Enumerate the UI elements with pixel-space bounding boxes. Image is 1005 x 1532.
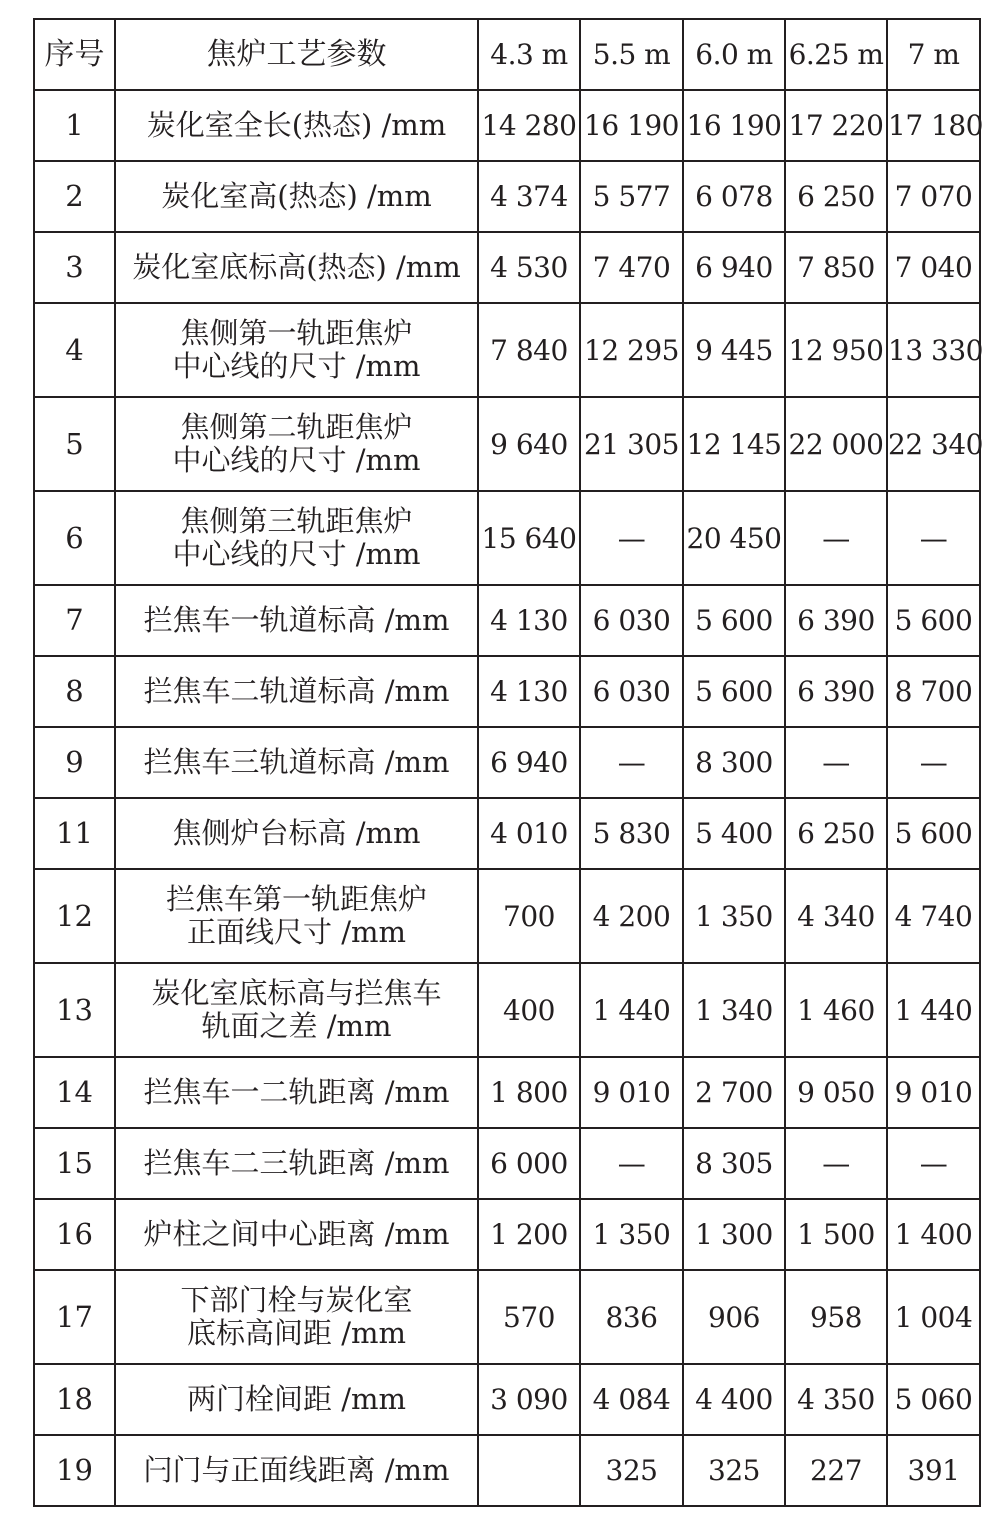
row-value: 400 <box>478 963 580 1057</box>
row-value: 5 400 <box>683 798 785 869</box>
row-seq: 18 <box>34 1364 115 1435</box>
row-param <box>115 1364 478 1435</box>
row-value: 5 830 <box>580 798 683 869</box>
row-param-line: 焦侧第三轨距焦炉 <box>180 504 413 538</box>
row-param <box>115 232 478 303</box>
row-param <box>115 491 478 585</box>
row-param <box>115 656 478 727</box>
row-seq: 4 <box>34 303 115 397</box>
row-value: 325 <box>580 1435 683 1506</box>
row-value: 4 374 <box>478 161 580 232</box>
row-param <box>115 727 478 798</box>
row-value: — <box>580 491 683 585</box>
row-param-line: 中心线的尺寸 /mm <box>172 443 421 477</box>
row-value: 9 445 <box>683 303 785 397</box>
row-seq: 14 <box>34 1057 115 1128</box>
row-value: 12 950 <box>785 303 887 397</box>
row-param-line: 拦焦车三轨道标高 /mm <box>143 745 450 779</box>
row-seq: 8 <box>34 656 115 727</box>
row-value: 22 340 <box>887 397 980 491</box>
table-row <box>34 1199 980 1270</box>
table-row <box>34 963 980 1057</box>
row-seq: 15 <box>34 1128 115 1199</box>
row-param-line: 炭化室底标高与拦焦车 <box>151 976 442 1010</box>
row-value: 8 300 <box>683 727 785 798</box>
row-value: 5 577 <box>580 161 683 232</box>
row-param-line: 下部门栓与炭化室 <box>180 1283 413 1317</box>
row-param-line: 拦焦车一轨道标高 /mm <box>143 603 450 637</box>
row-value: 13 330 <box>887 303 980 397</box>
row-value: 16 190 <box>683 90 785 161</box>
row-value: — <box>785 491 887 585</box>
header-param: 焦炉工艺参数 <box>115 19 478 90</box>
row-param <box>115 1199 478 1270</box>
row-value: 7 850 <box>785 232 887 303</box>
row-seq: 9 <box>34 727 115 798</box>
row-value: 1 300 <box>683 1199 785 1270</box>
row-param-line: 拦焦车一二轨距离 /mm <box>143 1075 450 1109</box>
header-col-5-5m: 5.5 m <box>580 19 683 90</box>
row-value: 6 000 <box>478 1128 580 1199</box>
table-row <box>34 1128 980 1199</box>
row-value: 227 <box>785 1435 887 1506</box>
row-value: 1 500 <box>785 1199 887 1270</box>
row-value: 7 840 <box>478 303 580 397</box>
row-value <box>478 1435 580 1506</box>
row-param-line: 中心线的尺寸 /mm <box>172 537 421 571</box>
row-param <box>115 1435 478 1506</box>
row-value: 22 000 <box>785 397 887 491</box>
header-col-4-3m: 4.3 m <box>478 19 580 90</box>
row-value: 4 200 <box>580 869 683 963</box>
header-col-6-25m: 6.25 m <box>785 19 887 90</box>
row-value: 12 295 <box>580 303 683 397</box>
table-row <box>34 727 980 798</box>
row-value: 1 340 <box>683 963 785 1057</box>
row-value: 5 600 <box>887 798 980 869</box>
row-value: 5 600 <box>683 656 785 727</box>
table-row <box>34 232 980 303</box>
row-value: 6 030 <box>580 585 683 656</box>
row-value: 7 470 <box>580 232 683 303</box>
row-value: 5 600 <box>887 585 980 656</box>
row-param <box>115 161 478 232</box>
table-row <box>34 1364 980 1435</box>
row-value: 700 <box>478 869 580 963</box>
row-param-line: 焦侧炉台标高 /mm <box>172 816 421 850</box>
table-row <box>34 161 980 232</box>
row-value: 4 530 <box>478 232 580 303</box>
row-value: — <box>887 1128 980 1199</box>
row-value: 570 <box>478 1270 580 1364</box>
row-value: 6 250 <box>785 161 887 232</box>
row-seq: 5 <box>34 397 115 491</box>
row-value: 5 060 <box>887 1364 980 1435</box>
row-param-line: 拦焦车二轨道标高 /mm <box>143 674 450 708</box>
row-value: 1 440 <box>580 963 683 1057</box>
row-value: 9 010 <box>580 1057 683 1128</box>
row-param-line: 轨面之差 /mm <box>201 1009 392 1043</box>
table-row <box>34 90 980 161</box>
row-value: 325 <box>683 1435 785 1506</box>
row-seq: 11 <box>34 798 115 869</box>
row-value: 1 200 <box>478 1199 580 1270</box>
row-value: 836 <box>580 1270 683 1364</box>
row-value: 958 <box>785 1270 887 1364</box>
row-param-line: 中心线的尺寸 /mm <box>172 349 421 383</box>
row-value: 4 130 <box>478 585 580 656</box>
row-value: 1 350 <box>683 869 785 963</box>
row-value: 1 004 <box>887 1270 980 1364</box>
row-value: 12 145 <box>683 397 785 491</box>
row-value: 6 250 <box>785 798 887 869</box>
row-value: 391 <box>887 1435 980 1506</box>
row-value: 6 078 <box>683 161 785 232</box>
row-value: 6 940 <box>683 232 785 303</box>
table-row <box>34 656 980 727</box>
row-value: 7 040 <box>887 232 980 303</box>
table-row <box>34 1057 980 1128</box>
row-seq: 1 <box>34 90 115 161</box>
row-value: 6 030 <box>580 656 683 727</box>
row-seq: 3 <box>34 232 115 303</box>
row-value: 1 460 <box>785 963 887 1057</box>
row-param <box>115 585 478 656</box>
row-seq: 12 <box>34 869 115 963</box>
row-param-line: 拦焦车第一轨距焦炉 <box>165 882 427 916</box>
table-row <box>34 1270 980 1364</box>
row-value: 15 640 <box>478 491 580 585</box>
row-value: 6 390 <box>785 585 887 656</box>
row-value: 6 390 <box>785 656 887 727</box>
row-seq: 2 <box>34 161 115 232</box>
row-param-line: 炭化室全长(热态) /mm <box>146 108 447 142</box>
row-seq: 17 <box>34 1270 115 1364</box>
row-param <box>115 303 478 397</box>
row-value: 16 190 <box>580 90 683 161</box>
row-value: 4 084 <box>580 1364 683 1435</box>
row-param <box>115 1270 478 1364</box>
row-param-line: 闩门与正面线距离 /mm <box>143 1453 450 1487</box>
row-param-line: 炭化室底标高(热态) /mm <box>132 250 461 284</box>
row-seq: 16 <box>34 1199 115 1270</box>
row-param-line: 拦焦车二三轨距离 /mm <box>143 1146 450 1180</box>
row-value: 906 <box>683 1270 785 1364</box>
row-value: 9 010 <box>887 1057 980 1128</box>
row-value: — <box>887 491 980 585</box>
header-seq: 序号 <box>34 19 115 90</box>
row-param-line: 炉柱之间中心距离 /mm <box>143 1217 450 1251</box>
table-body <box>34 90 983 1506</box>
row-value: 17 220 <box>785 90 887 161</box>
row-value: 20 450 <box>683 491 785 585</box>
header-row <box>34 19 980 90</box>
row-value: 17 180 <box>887 90 980 161</box>
coke-oven-parameters-table <box>33 18 981 1507</box>
row-param <box>115 963 478 1057</box>
header-col-7m: 7 m <box>887 19 980 90</box>
row-param-line: 炭化室高(热态) /mm <box>161 179 432 213</box>
row-value: 2 700 <box>683 1057 785 1128</box>
row-param <box>115 1057 478 1128</box>
row-value: 8 700 <box>887 656 980 727</box>
row-seq: 13 <box>34 963 115 1057</box>
row-value: — <box>887 727 980 798</box>
row-value: 1 440 <box>887 963 980 1057</box>
row-value: 4 340 <box>785 869 887 963</box>
row-param <box>115 869 478 963</box>
table-row <box>34 798 980 869</box>
row-param <box>115 397 478 491</box>
table-row <box>34 585 980 656</box>
row-param <box>115 798 478 869</box>
row-value: 9 640 <box>478 397 580 491</box>
row-value: 1 800 <box>478 1057 580 1128</box>
table-row <box>34 491 980 585</box>
row-value: 8 305 <box>683 1128 785 1199</box>
row-param-line: 两门栓间距 /mm <box>187 1382 406 1416</box>
row-param <box>115 1128 478 1199</box>
row-value: 5 600 <box>683 585 785 656</box>
table-row <box>34 1435 980 1506</box>
row-value: 4 400 <box>683 1364 785 1435</box>
table-row <box>34 303 980 397</box>
row-value: 4 740 <box>887 869 980 963</box>
row-seq: 19 <box>34 1435 115 1506</box>
row-value: 6 940 <box>478 727 580 798</box>
header-col-6-0m: 6.0 m <box>683 19 785 90</box>
row-seq: 6 <box>34 491 115 585</box>
row-value: 1 350 <box>580 1199 683 1270</box>
row-value: — <box>785 727 887 798</box>
row-value: 4 010 <box>478 798 580 869</box>
row-value: — <box>580 727 683 798</box>
row-value: — <box>580 1128 683 1199</box>
row-value: — <box>785 1128 887 1199</box>
row-seq: 7 <box>34 585 115 656</box>
row-value: 4 130 <box>478 656 580 727</box>
row-param <box>115 90 478 161</box>
row-param-line: 底标高间距 /mm <box>187 1316 406 1350</box>
row-value: 7 070 <box>887 161 980 232</box>
row-value: 3 090 <box>478 1364 580 1435</box>
row-param-line: 焦侧第二轨距焦炉 <box>180 410 413 444</box>
row-value: 14 280 <box>478 90 580 161</box>
row-value: 9 050 <box>785 1057 887 1128</box>
table-row <box>34 869 980 963</box>
table-row <box>34 397 980 491</box>
row-value: 21 305 <box>580 397 683 491</box>
row-value: 4 350 <box>785 1364 887 1435</box>
row-param-line: 焦侧第一轨距焦炉 <box>180 316 413 350</box>
row-value: 1 400 <box>887 1199 980 1270</box>
row-param-line: 正面线尺寸 /mm <box>187 915 406 949</box>
